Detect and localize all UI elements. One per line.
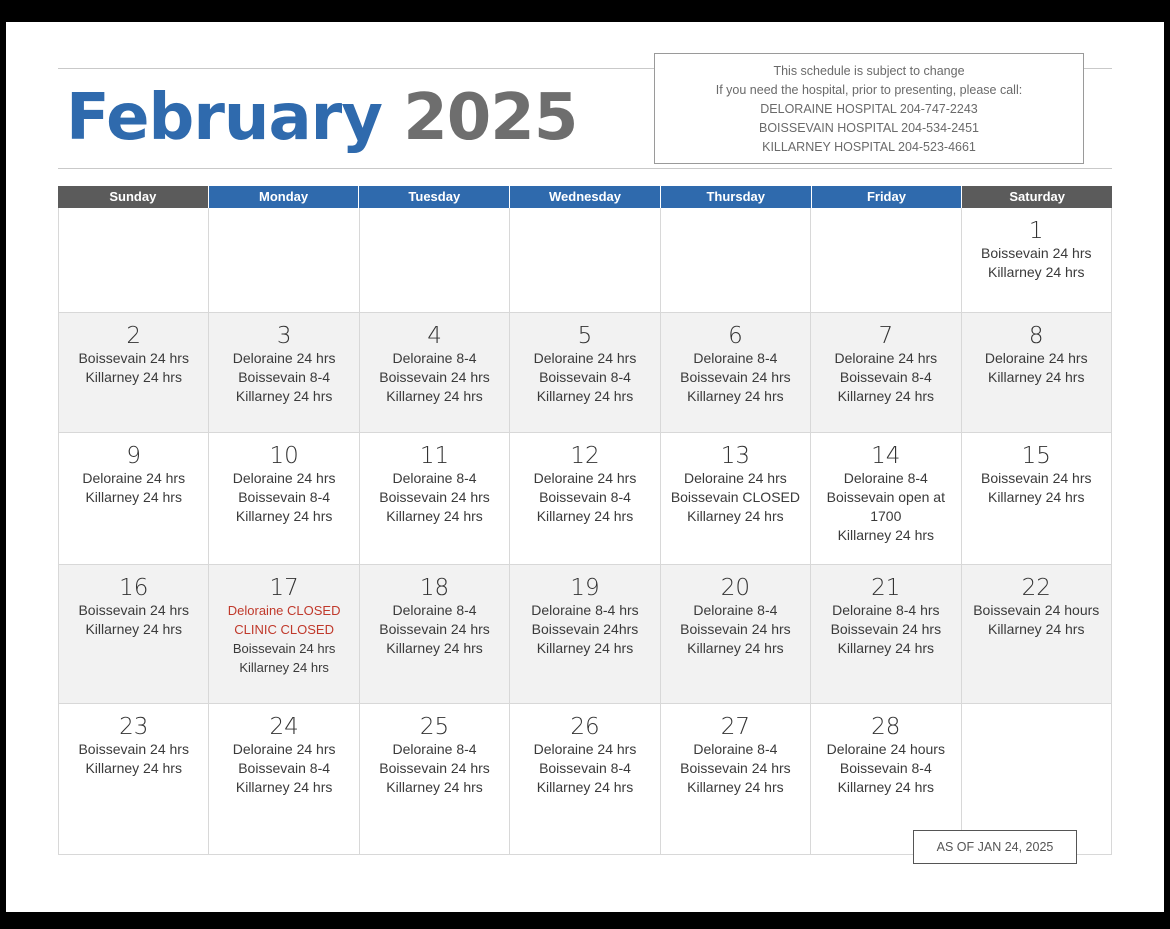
schedule-line: Boissevain 24 hrs (680, 369, 791, 385)
schedule-line: Killarney 24 hrs (386, 508, 483, 524)
day-number: 28 (871, 714, 901, 740)
day-cell (209, 208, 359, 312)
header-monday: Monday (209, 186, 360, 208)
day-number: 17 (269, 575, 299, 601)
day-cell (510, 208, 660, 312)
schedule-line: Deloraine 8-4 (392, 470, 477, 486)
day-cell (360, 208, 510, 312)
schedule-line: Deloraine 24 hrs (533, 350, 637, 366)
notice-line: DELORAINE HOSPITAL 204-747-2243 (760, 102, 978, 116)
day-cell (661, 313, 811, 432)
week-row (58, 565, 1112, 704)
day-number: 7 (878, 323, 894, 349)
day-cell (209, 704, 359, 854)
schedule-line: Boissevain 24 hrs (379, 760, 490, 776)
schedule-line: Boissevain 24 hrs (232, 641, 336, 656)
schedule-line: Boissevain 8-4 (238, 760, 331, 776)
header-tuesday: Tuesday (359, 186, 510, 208)
day-number: 23 (119, 714, 149, 740)
schedule-line: Deloraine 24 hrs (82, 470, 186, 486)
schedule-line: Killarney 24 hrs (687, 779, 784, 795)
day-cell (58, 433, 209, 564)
calendar-grid (58, 186, 1112, 855)
schedule-line: Boissevain 24 hrs (78, 602, 189, 618)
day-cell (510, 704, 660, 854)
day-number: 24 (269, 714, 299, 740)
day-number: 12 (570, 443, 600, 469)
schedule-line: Killarney 24 hrs (235, 388, 333, 404)
schedule-line: Boissevain 24 hrs (980, 245, 1092, 261)
schedule-line: Deloraine 8-4 (693, 350, 778, 366)
schedule-notice (654, 53, 1084, 164)
schedule-line: Boissevain CLOSED (670, 489, 800, 505)
day-number: 6 (728, 323, 743, 349)
schedule-line: Killarney 24 hrs (536, 508, 634, 524)
schedule-line: Killarney 24 hrs (235, 779, 333, 795)
schedule-line: Killarney 24 hrs (837, 640, 935, 656)
schedule-line: Killarney 24 hrs (837, 388, 935, 404)
day-cell (962, 433, 1112, 564)
schedule-line: Killarney 24 hrs (85, 621, 182, 637)
day-cell (811, 565, 961, 703)
day-cell (58, 565, 209, 703)
schedule-line: 1700 (870, 508, 902, 524)
schedule-line: Boissevain 24 hrs (379, 369, 490, 385)
header-saturday: Saturday (962, 186, 1112, 208)
day-cell (209, 565, 359, 703)
schedule-line: Boissevain 8-4 (539, 369, 631, 385)
schedule-line: Killarney 24 hrs (536, 640, 634, 656)
day-cell (510, 313, 660, 432)
day-cell (962, 565, 1112, 703)
schedule-line: Boissevain 24 hrs (680, 621, 791, 637)
schedule-line: Deloraine 24 hrs (834, 350, 938, 366)
schedule-line: Deloraine 24 hrs (232, 470, 336, 486)
schedule-line: Deloraine 24 hrs (232, 741, 336, 757)
day-cell (811, 313, 961, 432)
day-cell (360, 704, 510, 854)
schedule-line: Killarney 24 hrs (687, 388, 784, 404)
header-wednesday: Wednesday (510, 186, 661, 208)
day-number: 19 (570, 575, 600, 601)
day-number: 15 (1021, 443, 1051, 469)
weekday-header (58, 186, 1112, 208)
schedule-line: Killarney 24 hrs (987, 489, 1085, 505)
title-year: 2025 (403, 81, 578, 155)
schedule-line: Deloraine 24 hrs (684, 470, 787, 486)
schedule-line: Killarney 24 hrs (837, 527, 935, 543)
day-number: 3 (276, 323, 292, 349)
day-number: 26 (570, 714, 600, 740)
day-number: 16 (119, 575, 149, 601)
header-sunday: Sunday (58, 186, 209, 208)
notice-line: This schedule is subject to change (773, 64, 965, 78)
closure-note: CLINIC CLOSED (234, 622, 334, 637)
schedule-line: Deloraine 24 hrs (984, 350, 1088, 366)
weeks-container (58, 208, 1112, 855)
schedule-line: Deloraine 8-4 hrs (531, 602, 639, 618)
day-cell (360, 433, 510, 564)
schedule-line: Deloraine 24 hours (826, 741, 945, 757)
notice-line: BOISSEVAIN HOSPITAL 204-534-2451 (758, 121, 979, 135)
schedule-line: Killarney 24 hrs (85, 369, 182, 385)
day-cell (510, 433, 660, 564)
day-cell (360, 313, 510, 432)
schedule-line: Boissevain 24 hrs (830, 621, 942, 637)
day-cell (209, 313, 359, 432)
schedule-line: Boissevain 24hrs (531, 621, 639, 637)
schedule-line: Boissevain 24 hrs (379, 489, 490, 505)
schedule-line: Killarney 24 hrs (386, 388, 483, 404)
schedule-line: Boissevain 8-4 (839, 760, 932, 776)
closure-note: Deloraine CLOSED (227, 603, 341, 618)
schedule-line: Deloraine 24 hrs (232, 350, 336, 366)
day-cell (661, 208, 811, 312)
page-title (66, 78, 577, 158)
day-number: 10 (269, 443, 299, 469)
bottom-rule (58, 168, 1112, 169)
day-number: 25 (419, 714, 450, 740)
schedule-line: Boissevain 8-4 (238, 369, 331, 385)
schedule-line: Killarney 24 hrs (837, 779, 935, 795)
day-cell (962, 208, 1112, 312)
schedule-line: Deloraine 8-4 (392, 602, 477, 618)
header-thursday: Thursday (661, 186, 812, 208)
schedule-line: Killarney 24 hrs (85, 489, 182, 505)
day-cell (962, 313, 1112, 432)
schedule-line: Killarney 24 hrs (386, 779, 483, 795)
schedule-line: Deloraine 24 hrs (533, 741, 637, 757)
schedule-line: Deloraine 8-4 (392, 350, 477, 366)
day-number: 1 (1028, 218, 1044, 244)
schedule-line: Deloraine 24 hrs (533, 470, 637, 486)
week-row (58, 433, 1112, 565)
schedule-line: Killarney 24 hrs (85, 760, 182, 776)
schedule-line: Deloraine 8-4 (392, 741, 477, 757)
schedule-line: Deloraine 8-4 (843, 470, 928, 486)
schedule-line: Deloraine 8-4 (693, 602, 778, 618)
schedule-line: Killarney 24 hrs (987, 264, 1085, 280)
schedule-line: Boissevain 24 hrs (78, 350, 189, 366)
schedule-line: Boissevain 24 hrs (680, 760, 791, 776)
schedule-line: Deloraine 8-4 (693, 741, 778, 757)
day-number: 27 (720, 714, 751, 740)
schedule-line: Killarney 24 hrs (235, 508, 333, 524)
schedule-line: Killarney 24 hrs (987, 621, 1085, 637)
day-number: 20 (720, 575, 751, 601)
schedule-line: Deloraine 8-4 hrs (832, 602, 940, 618)
day-number: 4 (427, 323, 442, 349)
schedule-line: Killarney 24 hrs (239, 660, 329, 675)
day-cell (811, 433, 961, 564)
schedule-line: Boissevain open at (826, 489, 945, 505)
day-number: 2 (126, 323, 142, 349)
day-cell (58, 704, 209, 854)
calendar-page (6, 22, 1164, 912)
day-cell (661, 565, 811, 703)
day-cell (58, 208, 209, 312)
day-number: 9 (126, 443, 142, 469)
day-cell (661, 704, 811, 854)
schedule-line: Killarney 24 hrs (386, 640, 483, 656)
as-of-date: AS OF JAN 24, 2025 (913, 830, 1077, 864)
schedule-line: Boissevain 8-4 (238, 489, 331, 505)
day-number: 14 (871, 443, 901, 469)
schedule-line: Boissevain 24 hours (973, 602, 1100, 618)
day-number: 8 (1028, 323, 1044, 349)
day-cell (209, 433, 359, 564)
schedule-line: Killarney 24 hrs (536, 779, 634, 795)
notice-line: KILLARNEY HOSPITAL 204-523-4661 (762, 140, 976, 154)
day-number: 22 (1021, 575, 1051, 601)
day-cell (661, 433, 811, 564)
schedule-line: Killarney 24 hrs (536, 388, 634, 404)
day-number: 11 (419, 443, 450, 469)
day-number: 13 (720, 443, 751, 469)
day-number: 21 (871, 575, 901, 601)
schedule-line: Killarney 24 hrs (687, 640, 784, 656)
schedule-line: Boissevain 8-4 (539, 489, 631, 505)
week-row (58, 208, 1112, 313)
schedule-line: Boissevain 24 hrs (379, 621, 490, 637)
notice-line: If you need the hospital, prior to presenting, please call: (715, 83, 1023, 97)
schedule-line: Killarney 24 hrs (987, 369, 1085, 385)
schedule-line: Boissevain 24 hrs (980, 470, 1092, 486)
header-friday: Friday (812, 186, 963, 208)
schedule-line: Boissevain 8-4 (539, 760, 631, 776)
day-cell (58, 313, 209, 432)
schedule-line: Boissevain 8-4 (839, 369, 932, 385)
day-number: 5 (577, 323, 593, 349)
day-cell (360, 565, 510, 703)
week-row (58, 313, 1112, 433)
schedule-line: Killarney 24 hrs (687, 508, 784, 524)
day-number: 18 (419, 575, 450, 601)
schedule-line: Boissevain 24 hrs (78, 741, 189, 757)
title-month: February (66, 81, 382, 155)
day-cell (811, 208, 961, 312)
day-cell (510, 565, 660, 703)
